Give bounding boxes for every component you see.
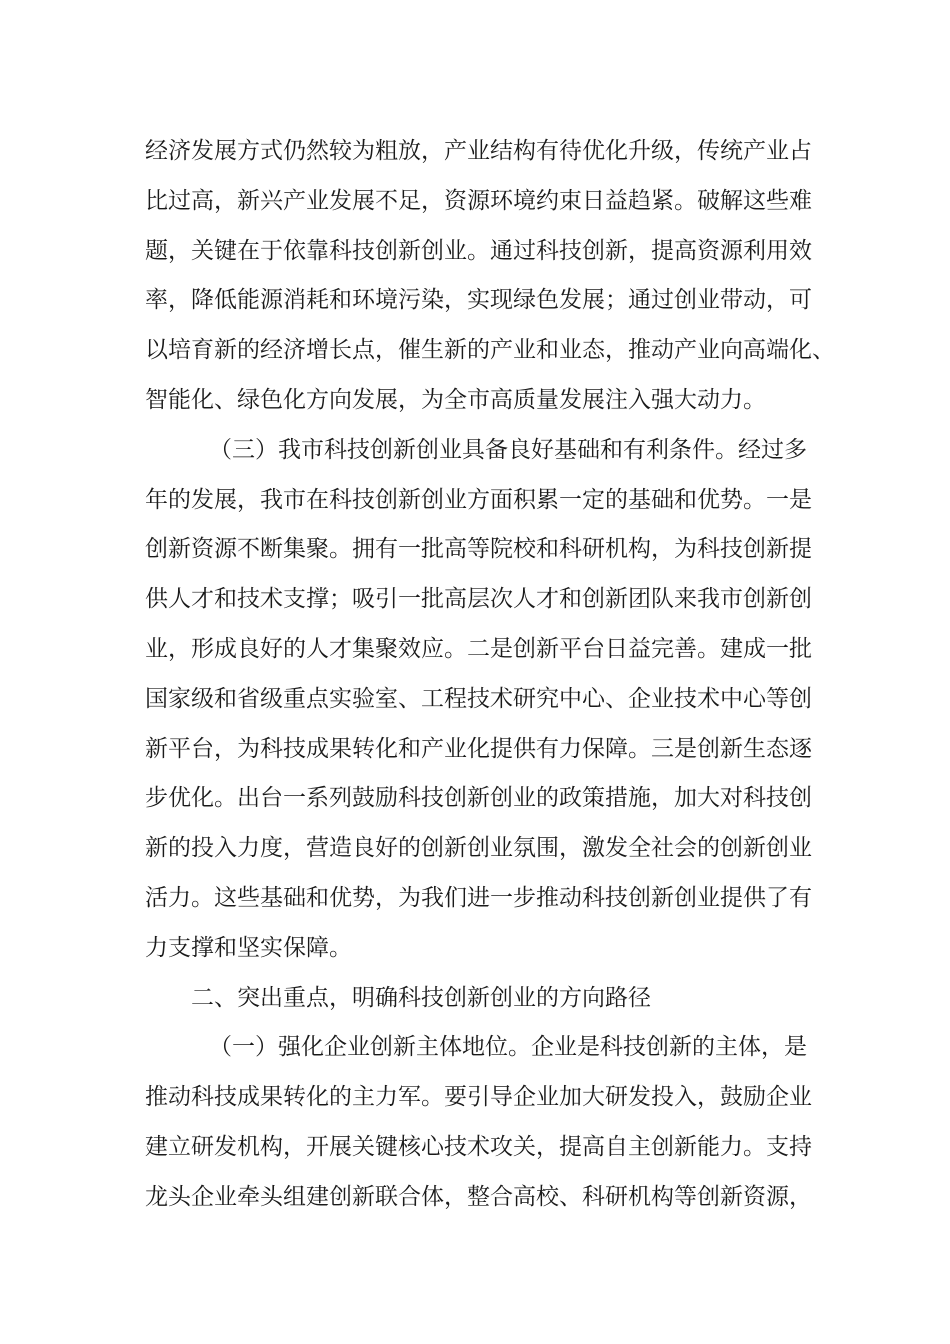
text-line: 龙头企业牵头组建创新联合体，整合高校、科研机构等创新资源， — [145, 1183, 812, 1210]
text-line: 经济发展方式仍然较为粗放，产业结构有待优化升级，传统产业占 — [145, 138, 812, 164]
text-line: 推动科技成果转化的主力军。要引导企业加大研发投入，鼓励企业 — [145, 1084, 812, 1111]
text-line: 力支撑和坚实保障。 — [145, 934, 352, 961]
text-line: 年的发展，我市在科技创新创业方面积累一定的基础和优势。一是 — [145, 486, 812, 513]
text-line: 率，降低能源消耗和环境污染，实现绿色发展；通过创业带动，可 — [145, 287, 812, 314]
text-line: 题，关键在于依靠科技创新创业。通过科技创新，提高资源利用效 — [145, 237, 812, 264]
document-body — [145, 127, 835, 1223]
text-line: 业，形成良好的人才集聚效应。二是创新平台日益完善。建成一批 — [145, 635, 812, 662]
paragraph-start-line: （三）我市科技创新创业具备良好基础和有利条件。经过多 — [209, 436, 807, 463]
text-line: 步优化。出台一系列鼓励科技创新创业的政策措施，加大对科技创 — [145, 785, 812, 812]
text-line: 供人才和技术支撑；吸引一批高层次人才和创新团队来我市创新创 — [145, 586, 812, 613]
text-line: 以培育新的经济增长点，催生新的产业和业态，推动产业向高端化、 — [145, 337, 835, 364]
text-line: 智能化、绿色化方向发展，为全市高质量发展注入强大动力。 — [145, 386, 766, 413]
text-line: 新平台，为科技成果转化和产业化提供有力保障。三是创新生态逐 — [145, 735, 812, 762]
text-line: 比过高，新兴产业发展不足，资源环境约束日益趋紧。破解这些难 — [145, 187, 812, 214]
text-line: 国家级和省级重点实验室、工程技术研究中心、企业技术中心等创 — [145, 685, 812, 712]
text-line: 新的投入力度，营造良好的创新创业氛围，激发全社会的创新创业 — [145, 835, 812, 862]
text-line: 建立研发机构，开展关键核心技术攻关，提高自主创新能力。支持 — [145, 1133, 812, 1160]
text-line: 创新资源不断集聚。拥有一批高等院校和科研机构，为科技创新提 — [145, 536, 812, 563]
section-heading: 二、突出重点，明确科技创新创业的方向路径 — [191, 984, 651, 1011]
paragraph-start-line: （一）强化企业创新主体地位。企业是科技创新的主体，是 — [209, 1034, 807, 1061]
text-line: 活力。这些基础和优势，为我们进一步推动科技创新创业提供了有 — [145, 884, 812, 911]
